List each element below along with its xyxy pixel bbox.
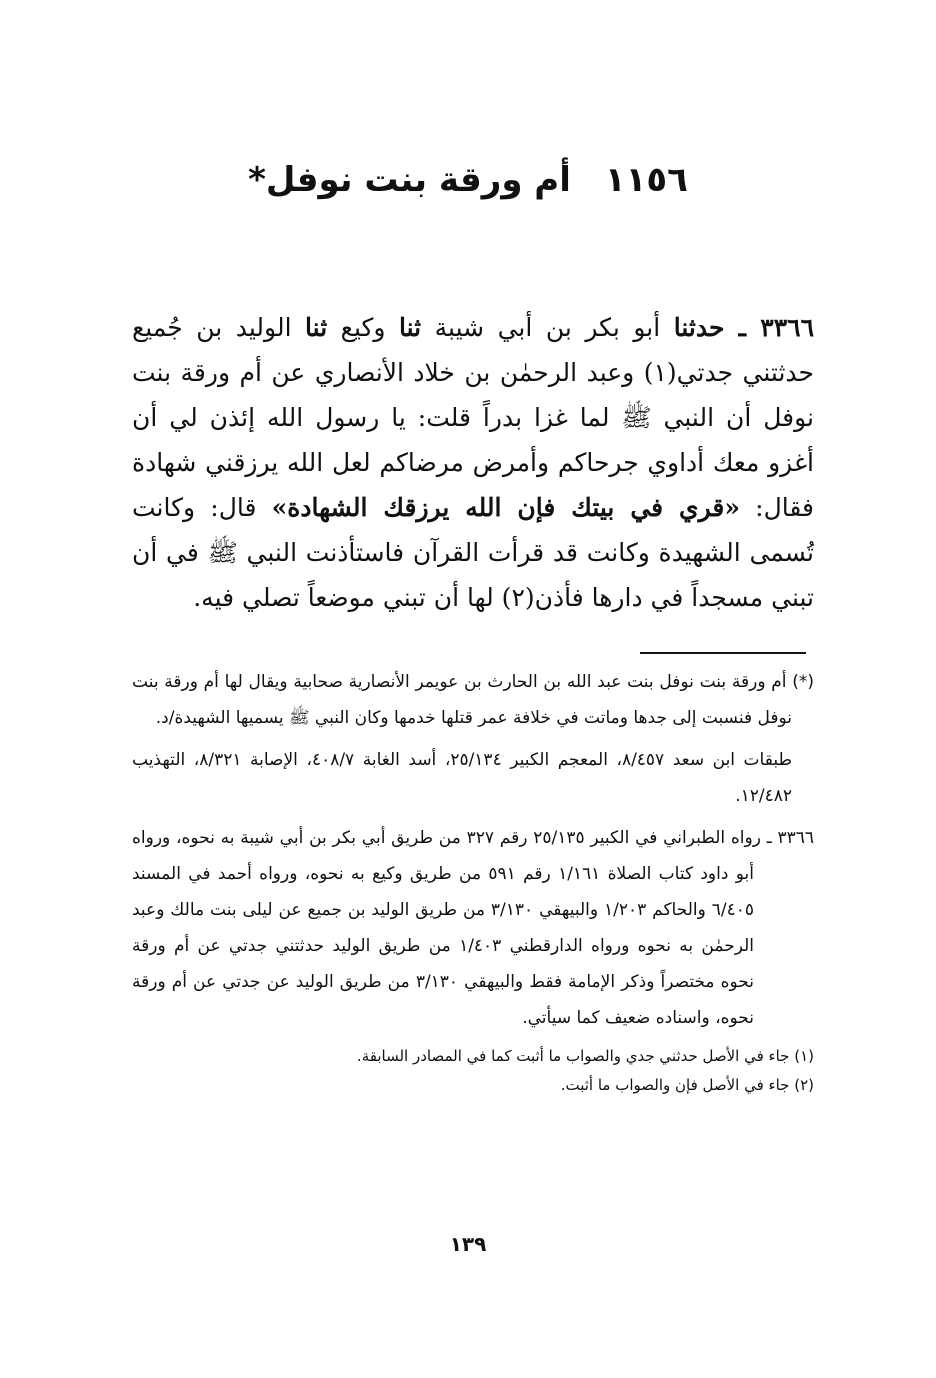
hadith-prophetic-quote: «قري في بيتك فإن الله يرزقك الشهادة» (271, 493, 740, 522)
sources-note: طبقات ابن سعد ٨/٤٥٧، المعجم الكبير ٢٥/١٣٤، أسد الغابة ٤٠٨/٧، الإصابة ٨/٣٢١، التهذيب ١٢/٤٨٢. (132, 750, 793, 806)
biography-note: (*) أم ورقة بنت نوفل بنت عبد الله بن الحارث بن عويمر الأنصارية صحابية ويقال لها أم ورقة بنت نوفل فنسبت إلى جدها وماتت في خلافة عمر قتلها خدمها وكان النبي ﷺ يسميها الشهيدة/د. (132, 672, 814, 728)
chapter-heading (0, 160, 936, 200)
hadith-text (132, 305, 814, 620)
footnotes-section (132, 664, 814, 1100)
takhrij-note: ٣٣٦٦ ـ رواه الطبراني في الكبير ٢٥/١٣٥ رقم ٣٢٧ من طريق أبي بكر بن أبي شيبة به نحوه، ورواه أبو داود كتاب الصلاة ١/١٦١ رقم ٥٩١ من طريق وكيع به نحوه، ورواه أحمد في المسند ٦/٤٠٥ والحاكم ١/٢٠٣ والبيهقي ٣/١٣٠ من طريق الوليد بن جميع عن ليلى بنت مالك وعبد الرحمٰن به نحوه ورواه الدارقطني ١/٤٠٣ من طريق الوليد حدثتني جدتي عن أم ورقة نحوه مختصراً وذكر الإمامة فقط والبيهقي ٣/١٣٠ من طريق الوليد عن جدتي عن أم ورقة نحوه، واسناده ضعيف كما سيأتي. (132, 828, 814, 1028)
hadith-number: ٣٣٦٦ ـ حدثنا (673, 313, 814, 342)
page-number: ١٣٩ (449, 1232, 487, 1256)
chapter-title: أم ورقة بنت نوفل* (248, 160, 571, 200)
footnote-1: (١) جاء في الأصل حدثني جدي والصواب ما أثبت كما في المصادر السابقة. (356, 1047, 814, 1065)
hadith-body-part4: قال: وكانت تُسمى الشهيدة وكانت قد قرأت القرآن فاستأذنت النبي ﷺ في أن تبني مسجداً في دارها فأذن(٢) لها أن تبني موضعاً تصلي فيه. (132, 493, 814, 612)
hadith-tha-1: ثنا (399, 313, 422, 342)
footnote-separator (640, 652, 806, 654)
footnote-2: (٢) جاء في الأصل فإن والصواب ما أثبت. (560, 1076, 814, 1094)
hadith-tha-2: ثنا (305, 313, 328, 342)
hadith-chain-part1: أبو بكر بن أبي شيبة (421, 313, 674, 342)
chapter-number: ١١٥٦ (604, 160, 688, 200)
hadith-body-part3: الوليد بن جُميع حدثتني جدتي(١) وعبد الرحمٰن بن خلاد الأنصاري عن أم ورقة بنت نوفل أن النبي ﷺ لما غزا بدراً قلت: يا رسول الله إئذن لي أن أغزو معك أداوي جرحاكم وأمرض مرضاكم لعل الله يرزقني شهادة فقال: (132, 313, 814, 522)
hadith-chain-part2: وكيع (327, 313, 399, 342)
